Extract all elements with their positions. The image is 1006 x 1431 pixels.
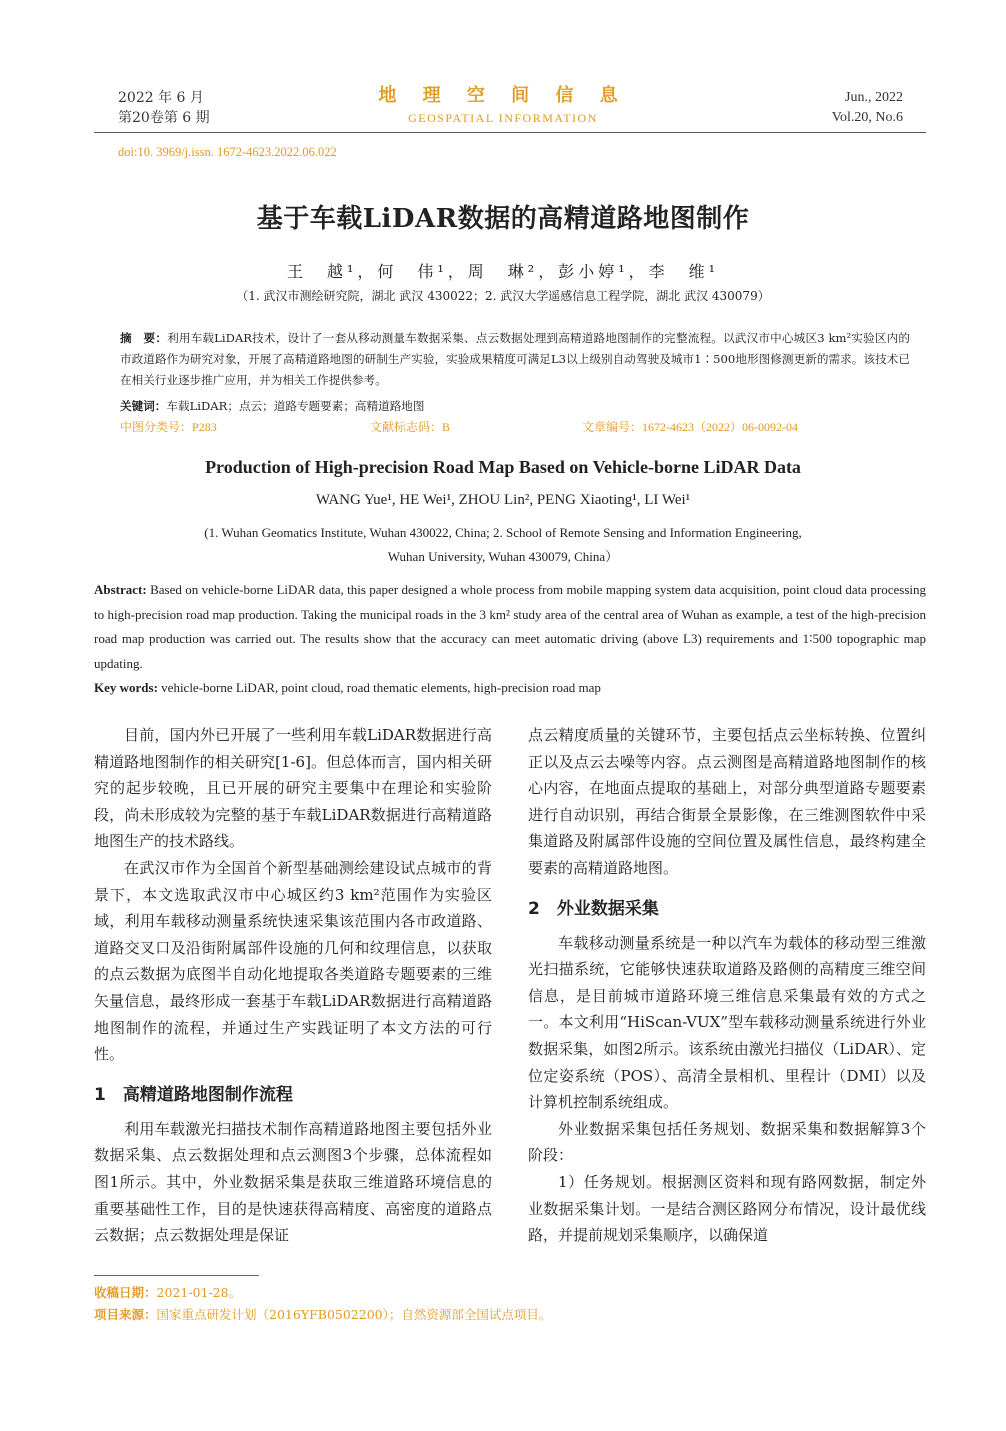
body-column-right xyxy=(528,722,926,1249)
body-paragraph: 目前，国内外已开展了一些利用车载LiDAR数据进行高精道路地图制作的相关研究[1-6]。但总体而言，国内相关研究的起步较晚，且已开展的研究主要集中在理论和实验阶段，尚未形成较为完整的基于车载LiDAR数据进行高精道路地图生产的技术路线。 xyxy=(94,726,492,851)
footnote-divider xyxy=(94,1275,259,1276)
issue-volume-en: Vol.20, No.6 xyxy=(831,110,903,125)
abstract-cn-label: 摘 要： xyxy=(120,331,168,345)
keywords-en xyxy=(94,676,926,700)
article-number xyxy=(582,417,798,437)
doi: doi:10. 3969/j.issn. 1672-4623.2022.06.022 xyxy=(118,145,337,159)
authors-cn: 王 越¹，何 伟¹，周 琳²，彭小婷¹，李 维¹ xyxy=(286,262,720,281)
abstract-en-label: Abstract: xyxy=(94,582,147,597)
title-en: Production of High-precision Road Map Based on Vehicle-borne LiDAR Data xyxy=(205,457,801,477)
received-value: 2021-01-28。 xyxy=(156,1285,242,1300)
affiliation-en-line-2: Wuhan University, Wuhan 430079, China） xyxy=(387,549,619,564)
keywords-cn-label: 关键词： xyxy=(120,399,167,413)
journal-masthead xyxy=(360,84,646,128)
clc-label: 中图分类号： xyxy=(120,420,193,434)
affiliation-cn: （1. 武汉市测绘研究院，湖北 武汉 430022；2. 武汉大学遥感信息工程学院，湖北 武汉 430079） xyxy=(236,289,770,303)
document-code xyxy=(370,417,450,437)
body-paragraph: 点云精度质量的关键环节，主要包括点云坐标转换、位置纠正以及点云去噪等内容。点云测图是高精道路地图制作的核心内容，在地面点提取的基础上，对部分典型道路专题要素进行自动识别，再结合街景全景影像，在三维测图软件中采集道路及附属部件设施的空间位置及属性信息，最终构建全要素的高精道路地图。 xyxy=(528,726,926,877)
journal-name-cn: 地 理 空 间 信 息 xyxy=(378,85,628,106)
issue-volume-cn: 第20卷第 6 期 xyxy=(118,110,210,126)
body-paragraph: 车载移动测量系统是一种以汽车为载体的移动型三维激光扫描系统，它能够快速获取道路及路侧的高精度三维空间信息，是目前城市道路环境三维信息采集最有效的方式之一。本文利用“HiScan-VUX”型车载移动测量系统进行外业数据采集，如图2所示。该系统由激光扫描仪（LiDAR）、定位定姿系统（POS）、高清全景相机、里程计（DMI）以及计算机控制系统组成。 xyxy=(528,933,926,1112)
body-paragraph: 1）任务规划。根据测区资料和现有路网数据，制定外业数据采集计划。一是结合测区路网分布情况，设计最优线路，并提前规划采集顺序，以确保道 xyxy=(528,1172,926,1245)
issue-date-en: Jun., 2022 xyxy=(845,90,903,105)
header-divider xyxy=(94,132,926,133)
body-column-left xyxy=(94,722,492,1249)
article-number-label: 文章编号： xyxy=(582,420,643,434)
clc-number xyxy=(120,417,217,437)
journal-name-en: GEOSPATIAL INFORMATION xyxy=(408,111,598,125)
keywords-en-text: vehicle-borne LiDAR, point cloud, road thematic elements, high-precision road map xyxy=(157,680,601,695)
body-paragraph: 在武汉市作为全国首个新型基础测绘建设试点城市的背景下，本文选取武汉市中心城区约3 km²范围作为实验区域，利用车载移动测量系统快速采集该范围内各市政道路、道路交叉口及沿街附属部件设施的几何和纹理信息，以获取的点云数据为底图半自动化地提取各类道路专题要素的三维矢量信息，最终形成一套基于车载LiDAR数据进行高精道路地图制作的流程，并通过生产实践证明了本文方法的可行性。 xyxy=(94,858,492,1064)
abstract-cn-text: 利用车载LiDAR技术，设计了一套从移动测量车数据采集、点云数据处理到高精道路地图制作的完整流程。以武汉市中心城区3 km²实验区内的市政道路作为研究对象，开展了高精道路地图的研制生产实验，实验成果精度可满足L3以上级别自动驾驶及城市1∶500地形图修测更新的需求。该技术已在相关行业逐步推广应用，并为相关工作提供参考。 xyxy=(120,331,910,387)
document-code-label: 文献标志码： xyxy=(370,420,443,434)
funding-value: 国家重点研发计划（2016YFB0502200）；自然资源部全国试点项目。 xyxy=(156,1307,552,1322)
body-paragraph: 利用车载激光扫描技术制作高精道路地图主要包括外业数据采集、点云数据处理和点云测图3个步骤，总体流程如图1所示。其中，外业数据采集是获取三维道路环境信息的重要基础性工作，目的是快速获得高精度、高密度的道路点云数据；点云数据处理是保证 xyxy=(94,1119,492,1245)
issue-date-cn: 2022 年 6 月 xyxy=(118,90,204,106)
funding xyxy=(94,1304,551,1326)
section-heading-1: 1 高精道路地图制作流程 xyxy=(94,1084,293,1105)
header-left xyxy=(118,88,210,128)
document-code-value: B xyxy=(442,420,451,434)
affiliation-en xyxy=(60,521,946,569)
section-heading-2: 2 外业数据采集 xyxy=(528,898,659,919)
authors-en: WANG Yue¹, HE Wei¹, ZHOU Lin², PENG Xiaoting¹, LI Wei¹ xyxy=(315,492,691,508)
received-label: 收稿日期： xyxy=(94,1285,157,1300)
abstract-en-text: Based on vehicle-borne LiDAR data, this paper designed a whole process from mobile mapping system data acquisition, point cloud data processing to high-precision road map production. Taking the municipal roads in the 3 km² study area of the central area of Wuhan as example, a test of the high-precision road map production was carried out. The results show that the accuracy can meet automatic driving (above L3) requirements and 1∶500 topographic map updating. xyxy=(94,582,926,671)
clc-value: P283 xyxy=(192,420,217,434)
abstract-en xyxy=(94,578,926,676)
abstract-cn xyxy=(120,328,910,391)
article-number-value: 1672-4623（2022）06-0092-04 xyxy=(642,420,799,434)
body-paragraph: 外业数据采集包括任务规划、数据采集和数据解算3个阶段： xyxy=(528,1119,926,1165)
keywords-en-label: Key words: xyxy=(94,680,158,695)
keywords-cn-text: 车载LiDAR；点云；道路专题要素；高精道路地图 xyxy=(166,399,425,413)
funding-label: 项目来源： xyxy=(94,1307,157,1322)
title-cn: 基于车载LiDAR数据的高精道路地图制作 xyxy=(256,204,750,234)
affiliation-en-line-1: (1. Wuhan Geomatics Institute, Wuhan 430022, China; 2. School of Remote Sensing and Information Engineering, xyxy=(204,525,802,540)
header-right xyxy=(780,88,903,128)
footnotes xyxy=(94,1282,551,1326)
keywords-cn xyxy=(120,396,910,416)
received-date xyxy=(94,1282,551,1304)
